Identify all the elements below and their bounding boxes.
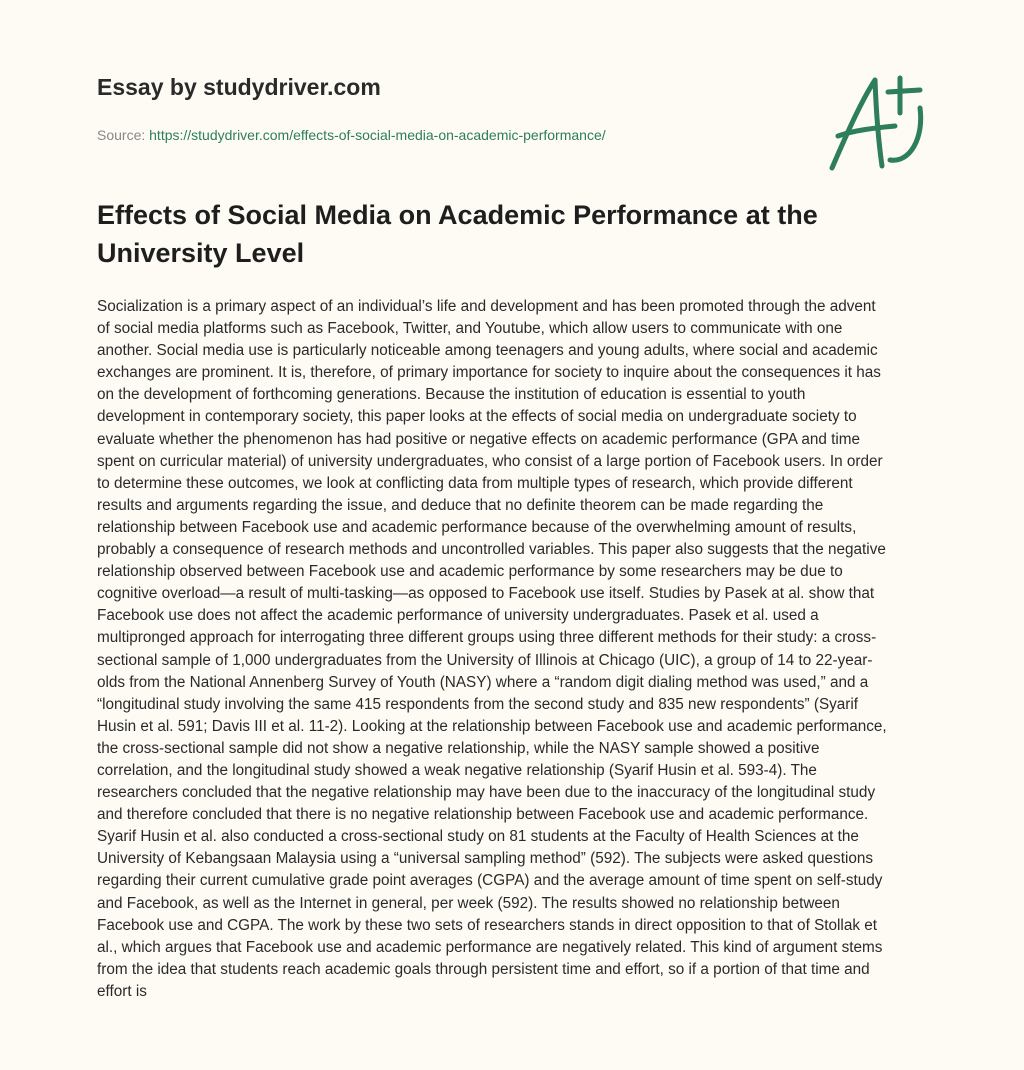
a-plus-logo-icon bbox=[820, 68, 930, 178]
essay-line: Syarif Husin et al. also conducted a cross-sectional study on 81 students at the Faculty of Health Sciences at the bbox=[97, 828, 859, 846]
essay-line: and Facebook, as well as the Internet in general, per week (592). The results showed no relationship between bbox=[97, 894, 840, 912]
essay-line: relationship between Facebook use and academic performance because of the overwhelming amount of results, bbox=[97, 518, 857, 536]
essay-line: olds from the National Annenberg Survey of Youth (NASY) where a “random digit dialing method was used,” and a bbox=[97, 673, 869, 691]
essay-line: al., which argues that Facebook use and academic performance are negatively related. This kind of argument stems bbox=[97, 938, 883, 956]
essay-line: Facebook use does not affect the academic performance of university undergraduates. Pasek et al. used a bbox=[97, 607, 819, 625]
essay-body bbox=[97, 296, 947, 1003]
essay-line: the cross-sectional sample did not show a negative relationship, while the NASY sample showed a positive bbox=[97, 739, 820, 757]
essay-line: Socialization is a primary aspect of an individual’s life and development and has been promoted through the advent bbox=[97, 298, 876, 315]
source-link[interactable]: https://studydriver.com/effects-of-social-media-on-academic-performance/ bbox=[149, 127, 606, 143]
essay-line: results and arguments regarding the issue, and deduce that no definite theorem can be made regarding the bbox=[97, 496, 824, 514]
essay-line: cognitive overload—a result of multi-tasking—as opposed to Facebook use itself. Studies by Pasek at al. show that bbox=[97, 585, 875, 603]
essay-line: correlation, and the longitudinal study showed a weak negative relationship (Syarif Husin et al. 593-4). The bbox=[97, 761, 817, 779]
essay-line: development in contemporary society, this paper looks at the effects of social media on undergraduate society to bbox=[97, 408, 857, 426]
essay-line: to determine these outcomes, we look at conflicting data from multiple types of research, which provide different bbox=[97, 474, 853, 492]
source-line bbox=[97, 127, 606, 143]
essay-line: evaluate whether the phenomenon has had positive or negative effects on academic performance (GPA and time bbox=[97, 430, 861, 448]
essay-title: Effects of Social Media on Academic Performance at the University Level bbox=[97, 200, 818, 268]
essay-line: regarding their current cumulative grade point averages (CGPA) and the average amount of time spent on self-study bbox=[97, 872, 883, 890]
essay-line: Husin et al. 591; Davis III et al. 11-2). Looking at the relationship between Facebook use and academic performance, bbox=[97, 717, 887, 735]
source-label: Source: bbox=[97, 127, 146, 143]
essay-line: spent on curricular material) of university undergraduates, who consist of a large portion of Facebook users. In order bbox=[97, 452, 883, 470]
essay-line: sectional sample of 1,000 undergraduates from the University of Illinois at Chicago (UIC), a group of 14 to 22-year- bbox=[97, 651, 873, 669]
essay-line: relationship observed between Facebook use and academic performance by some researchers may be due to bbox=[97, 563, 843, 581]
essay-line: from the idea that students reach academic goals through persistent time and effort, so if a portion of that time and bbox=[97, 960, 870, 978]
essay-line: Facebook use and CGPA. The work by these two sets of researchers stands in direct opposition to that of Stollak et bbox=[97, 916, 877, 934]
essay-line: probably a consequence of research methods and uncontrolled variables. This paper also suggests that the negative bbox=[97, 541, 886, 559]
essay-line: researchers concluded that the negative relationship may have been due to the inaccuracy of the longitudinal study bbox=[97, 784, 876, 802]
essay-line: another. Social media use is particularly noticeable among teenagers and young adults, where social and academic bbox=[97, 342, 878, 360]
essay-line: exchanges are prominent. It is, therefore, of primary importance for society to inquire about the consequences it has bbox=[97, 364, 881, 382]
essay-line: effort is bbox=[97, 982, 147, 1000]
essay-line: and therefore concluded that there is no negative relationship between Facebook use and academic performance. bbox=[97, 806, 869, 824]
site-title: Essay by studydriver.com bbox=[97, 74, 381, 100]
essay-line: University of Kebangsaan Malaysia using a “universal sampling method” (592). The subjects were asked questions bbox=[97, 850, 874, 868]
essay-line: on the development of forthcoming generations. Because the institution of education is essential to youth bbox=[97, 386, 806, 404]
essay-line: “longitudinal study involving the same 415 respondents from the second study and 835 new respondents” (Syarif bbox=[97, 695, 859, 713]
essay-line: of social media platforms such as Facebook, Twitter, and Youtube, which allow users to communicate with one bbox=[97, 320, 843, 338]
essay-line: multipronged approach for interrogating three different groups using three different methods for their study: a cross- bbox=[97, 629, 877, 647]
